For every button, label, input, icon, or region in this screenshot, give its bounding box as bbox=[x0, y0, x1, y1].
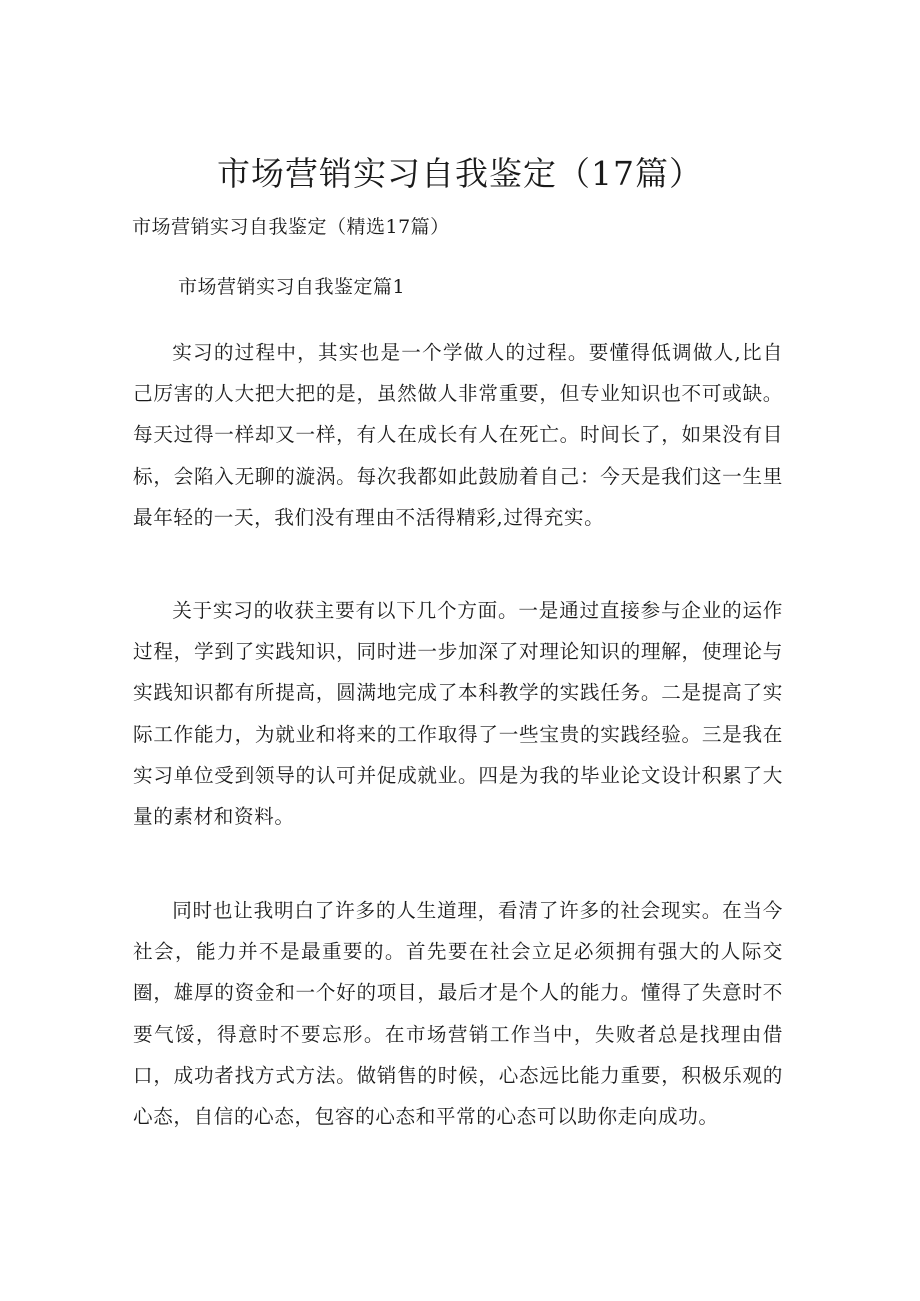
paragraph: 关于实习的收获主要有以下几个方面。一是通过直接参与企业的运作过程，学到了实践知识，同时进一步加深了对理论知识的理解，使理论与实践知识都有所提高，圆满地完成了本科教学的实践任务。二是提高了实际工作能力，为就业和将来的工作取得了一些宝贵的实践经验。三是我在实习单位受到领导的认可并促成就业。四是为我的毕业论文设计积累了大量的素材和资料。 bbox=[133, 599, 783, 829]
document-title: 市场营销实习自我鉴定（17篇） bbox=[217, 154, 703, 193]
document-subtitle: 市场营销实习自我鉴定（精选17篇） bbox=[132, 216, 450, 238]
paragraph: 同时也让我明白了许多的人生道理，看清了许多的社会现实。在当今社会，能力并不是最重要的。首先要在社会立足必须拥有强大的人际交圈，雄厚的资金和一个好的项目，最后才是个人的能力。懂得了失意时不要气馁，得意时不要忘形。在市场营销工作当中，失败者总是找理由借口，成功者找方式方法。做销售的时候，心态远比能力重要，积极乐观的心态，自信的心态，包容的心态和平常的心态可以助你走向成功。 bbox=[133, 899, 783, 1129]
section-heading: 市场营销实习自我鉴定篇1 bbox=[178, 276, 406, 298]
paragraph: 实习的过程中，其实也是一个学做人的过程。要懂得低调做人,比自己厉害的人大把大把的是，虽然做人非常重要，但专业知识也不可或缺。每天过得一样却又一样，有人在成长有人在死亡。时间长了，如果没有目标，会陷入无聊的漩涡。每次我都如此鼓励着自己：今天是我们这一生里最年轻的一天，我们没有理由不活得精彩,过得充实。 bbox=[133, 341, 783, 529]
